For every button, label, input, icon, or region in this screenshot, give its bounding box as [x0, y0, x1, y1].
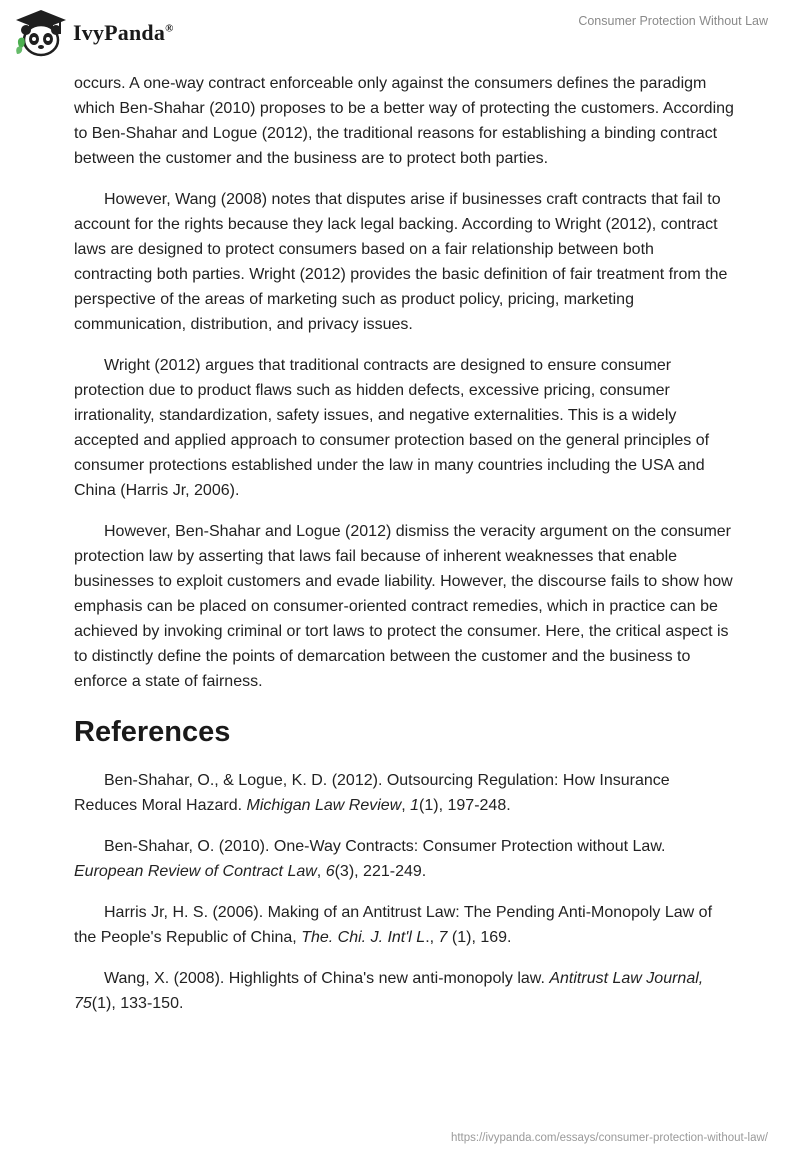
- source-url[interactable]: https://ivypanda.com/essays/consumer-protection-without-law/: [450, 1132, 768, 1144]
- body-paragraph: Wright (2012) argues that traditional contracts are designed to ensure consumer protection due to product flaws such as hidden defects, excessive pricing, consumer irrationality, standardization, safety issues, and negative externalities. This is a widely accepted and applied approach to consumer protection based on the general principles of consumer protections established under the law in many countries including the USA and China (Harris Jr, 2006).: [74, 357, 710, 499]
- reference-item: Ben-Shahar, O., & Logue, K. D. (2012). Outsourcing Regulation: How Insurance Reduces Moral Hazard. Michigan Law Review, 1(1), 197-248.: [74, 772, 670, 814]
- reference-item: Wang, X. (2008). Highlights of China's new anti-monopoly law. Antitrust Law Journal, 75(1), 133-150.: [74, 970, 704, 1012]
- reference-item: Harris Jr, H. S. (2006). Making of an Antitrust Law: The Pending Anti-Monopoly Law of the People's Republic of China, The. Chi. J. Int'l L., 7 (1), 169.: [74, 904, 713, 946]
- reference-item: Ben-Shahar, O. (2010). One-Way Contracts: Consumer Protection without Law. European Review of Contract Law, 6(3), 221-249.: [74, 838, 666, 880]
- panda-mascot-icon: [14, 8, 68, 58]
- essay-content: [74, 71, 734, 1032]
- body-paragraph: However, Ben-Shahar and Logue (2012) dismiss the veracity argument on the consumer protection law by asserting that laws fail because of inherent weaknesses that enable businesses to exploit customers and evade liability. However, the discourse fails to show how emphasis can be placed on consumer-oriented contract remedies, which in practice can be achieved by invoking criminal or tort laws to protect the consumer. Here, the critical aspect is to distinctly define the points of demarcation between the customer and the business to enforce a state of fairness.: [74, 523, 733, 690]
- brand-name: IvyPanda®: [73, 20, 174, 45]
- references-heading: References: [74, 716, 231, 748]
- body-paragraph: occurs. A one-way contract enforceable only against the consumers defines the paradigm which Ben-Shahar (2010) proposes to be a better way of protecting the customers. According to Ben-Shahar and Logue (2012), the traditional reasons for establishing a binding contract between the customer and the business are to protect both parties.: [74, 75, 734, 167]
- ivypanda-logo[interactable]: [14, 8, 174, 58]
- body-paragraph: However, Wang (2008) notes that disputes arise if businesses craft contracts that fail to account for the rights because they lack legal backing. According to Wright (2012), contract laws are designed to protect consumers based on a fair relationship between both contracting both parties. Wright (2012) provides the basic definition of fair treatment from the perspective of the areas of marketing such as product policy, pricing, marketing communication, distribution, and privacy issues.: [74, 191, 728, 333]
- page-header: [0, 0, 800, 70]
- document-title: Consumer Protection Without Law: [578, 14, 768, 28]
